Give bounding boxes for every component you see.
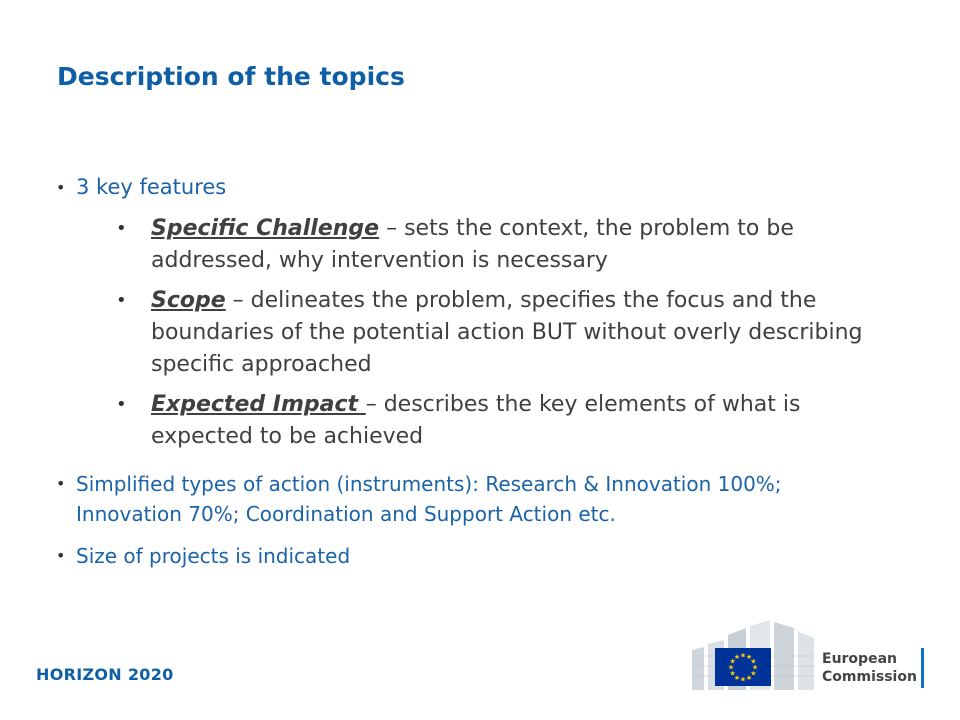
bullet-project-size bbox=[56, 541, 886, 571]
bullet-text: Simplified types of action (instruments): Research & Innovation 100%; Innovation 70%; Coordination and Support Action etc. bbox=[76, 472, 782, 526]
wordmark-line-1: European bbox=[822, 651, 897, 667]
bullet-text: 3 key features bbox=[76, 175, 227, 199]
european-commission-wordmark bbox=[822, 650, 917, 686]
keyword-scope: Scope bbox=[151, 288, 226, 313]
svg-text:★: ★ bbox=[729, 669, 736, 678]
keyword-expected-impact: Expected Impact bbox=[151, 392, 366, 417]
keyword-specific-challenge: Specific Challenge bbox=[151, 216, 380, 241]
bullet-action-types bbox=[56, 469, 886, 529]
horizon-2020-brand: HORIZON 2020 bbox=[36, 665, 174, 684]
sub-bullet-text: – describes the key elements of what is expected to be achieved bbox=[151, 392, 801, 449]
svg-text:★: ★ bbox=[745, 673, 753, 682]
logo-accent-bar bbox=[921, 648, 924, 688]
svg-text:★: ★ bbox=[729, 657, 736, 666]
sub-bullet-scope bbox=[116, 285, 906, 381]
sub-bullet-text: – sets the context, the problem to be addressed, why intervention is necessary bbox=[151, 216, 794, 273]
sub-bullet-text: – delineates the problem, specifies the focus and the boundaries of the potential action BUT without overly describing specific approached bbox=[151, 288, 863, 377]
bullet-dot: • bbox=[116, 394, 127, 415]
slide-title: Description of the topics bbox=[57, 62, 405, 91]
bullet-dot: • bbox=[56, 474, 66, 493]
svg-text:★: ★ bbox=[750, 657, 757, 666]
svg-text:★: ★ bbox=[733, 673, 741, 682]
sub-bullet-expected-impact bbox=[116, 389, 906, 453]
bullet-text: Size of projects is indicated bbox=[76, 544, 351, 568]
svg-text:★: ★ bbox=[733, 653, 741, 662]
svg-text:★: ★ bbox=[739, 675, 747, 684]
svg-text:★: ★ bbox=[727, 663, 735, 672]
bullet-dot: • bbox=[116, 290, 127, 311]
bullet-dot: • bbox=[56, 178, 66, 197]
sub-bullet-specific-challenge bbox=[116, 213, 906, 277]
bullet-dot: • bbox=[56, 546, 66, 565]
svg-text:★: ★ bbox=[751, 663, 759, 672]
bullet-key-features bbox=[56, 175, 226, 199]
eu-flag-icon bbox=[715, 648, 771, 686]
svg-text:★: ★ bbox=[750, 669, 757, 678]
svg-text:★: ★ bbox=[739, 651, 747, 660]
wordmark-line-2: Commission bbox=[822, 669, 917, 685]
svg-text:★: ★ bbox=[745, 653, 753, 662]
bullet-dot: • bbox=[116, 218, 127, 239]
